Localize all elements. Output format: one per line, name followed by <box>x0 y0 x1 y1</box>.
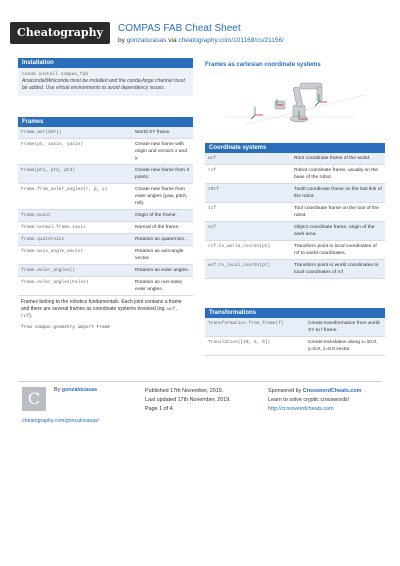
frames-table <box>18 127 193 296</box>
table-row <box>18 222 193 234</box>
sponsor-link[interactable]: http://crosswordcheats.com <box>268 406 334 412</box>
coordinate-systems-table <box>205 153 385 279</box>
table-row <box>18 127 193 139</box>
table-row <box>205 153 385 165</box>
row-description: Object coordinate frame, origin of the work area. <box>291 222 385 241</box>
frames-note-end: ). <box>29 313 33 319</box>
footer-divider <box>18 381 382 382</box>
sheet-link[interactable]: cheatography.com/101168/cs/21156/ <box>178 37 284 44</box>
table-row <box>205 241 385 260</box>
row-code: wcf.to_local_coords(pt) <box>205 260 291 279</box>
row-description: Tool0 coordinate frame on the last link of the robot. <box>291 184 385 203</box>
row-code: tcf <box>205 203 291 222</box>
table-row <box>205 184 385 203</box>
frames-note-text: Frames belong to the robotics fundamentals. Each joint contains a frame and there are several frames as coordinate systems involved (eg. <box>21 299 182 312</box>
coordinate-systems-section <box>205 143 385 279</box>
published-date: Published 17th November, 2019. <box>145 388 224 394</box>
row-description: Create new frame from euler angles (yaw, pitch, roll). <box>132 184 193 210</box>
frames-section <box>18 117 193 333</box>
page-number: Page 1 of 4. <box>145 406 175 412</box>
row-code: frame.axis_angle_vector <box>18 246 132 265</box>
table-row <box>205 165 385 184</box>
row-description: Create new frame with origin and vectors x and y. <box>132 139 193 165</box>
byline-via: via <box>168 37 177 44</box>
table-row <box>205 260 385 279</box>
frames-note <box>18 296 193 320</box>
installation-section <box>18 58 193 96</box>
row-description: Rotation as euler angles. <box>132 265 193 277</box>
install-note: Anaconda/Miniconda must be installed and the conda-forge channel must be added. Use virtual environments to avoid dependency issues. <box>22 78 185 91</box>
row-code: frame.point <box>18 210 132 222</box>
sponsor-line <box>268 387 361 396</box>
row-description: World XY frame. <box>132 127 193 139</box>
row-description: Normal of the frame. <box>132 222 193 234</box>
frames-heading: Frames <box>18 117 193 127</box>
row-description: Create translation along x=10.0, y=5.0, z=0.0 vector. <box>305 337 385 356</box>
table-row <box>18 184 193 210</box>
table-row <box>18 277 193 296</box>
author-link[interactable]: gonzalocasas <box>126 37 167 44</box>
publication-info <box>145 387 231 414</box>
row-description: Origin of the frame. <box>132 210 193 222</box>
author-avatar[interactable]: C <box>22 387 46 411</box>
row-description: Rotation as axis-angle vector. <box>132 246 193 265</box>
row-code: frame.euler_angles(False) <box>18 277 132 296</box>
row-code: wcf <box>205 153 291 165</box>
row-code: Frame.from_euler_angles(r, p, y) <box>18 184 132 210</box>
row-description: Rotation as quaternion. <box>132 234 193 246</box>
table-row <box>18 210 193 222</box>
row-description: Create new frame from 3 points. <box>132 165 193 184</box>
row-code: ocf <box>205 222 291 241</box>
row-description: Rotation as non-static euler angles. <box>132 277 193 296</box>
table-row <box>18 265 193 277</box>
page-title: COMPAS FAB Cheat Sheet <box>118 23 241 34</box>
byline <box>118 37 284 44</box>
footer-author <box>54 387 97 393</box>
row-description: Root coordinate frame of the world. <box>291 153 385 165</box>
row-code: Frame(pt, xaxis, yaxis) <box>18 139 132 165</box>
table-row <box>205 337 385 356</box>
transformations-table <box>205 318 385 356</box>
row-code: Translation([10, 5, 0]) <box>205 337 305 356</box>
row-code: frame.euler_angles() <box>18 265 132 277</box>
coordinate-systems-heading: Coordinate systems <box>205 143 385 153</box>
sponsor-name[interactable]: CrosswordCheats.com <box>302 388 362 394</box>
install-command: conda install compas_fab <box>22 72 89 77</box>
sponsor-tagline: Learn to solve cryptic crosswords! <box>268 397 350 403</box>
table-row <box>18 139 193 165</box>
footer-by: By <box>54 387 61 393</box>
row-description: Transform point in world coordinates to local coordinates of rcf <box>291 260 385 279</box>
row-code: frame.normal.frame.zaxis <box>18 222 132 234</box>
table-row <box>18 246 193 265</box>
updated-date: Last updated 17th November, 2019. <box>145 397 231 403</box>
footer-author-name[interactable]: gonzalocasas <box>61 387 98 393</box>
row-code: frame.quaternion <box>18 234 132 246</box>
row-code: rcf.to_world_coords(pt) <box>205 241 291 260</box>
transformations-section <box>205 308 385 356</box>
row-description: Robot coordinate frame, usually on the base of the robot. <box>291 165 385 184</box>
row-description: Create transformation from world XY to f frame. <box>305 318 385 337</box>
row-code: Frame(pt1, pt2, pt3) <box>18 165 132 184</box>
frames-note-code: wcf, rcf <box>21 307 178 319</box>
row-description: Tool coordinate frame on the tool of the robot. <box>291 203 385 222</box>
row-code: Transformation.from_frame(f) <box>205 318 305 337</box>
cheatography-logo[interactable]: Cheatography <box>10 22 110 44</box>
footer-author-link[interactable]: cheatography.com/gonzalocasas/ <box>22 418 99 424</box>
row-code: rcf <box>205 165 291 184</box>
cartesian-heading: Frames as cartesian coordinate systems <box>205 62 321 68</box>
sponsor-prefix: Sponsored by <box>268 388 302 394</box>
table-row <box>18 165 193 184</box>
table-row <box>205 203 385 222</box>
transformations-heading: Transformations <box>205 308 385 318</box>
row-description: Transform point in local coordinates of rcf to world coordinates. <box>291 241 385 260</box>
row-code: t0cf <box>205 184 291 203</box>
byline-by: by <box>118 37 125 44</box>
installation-heading: Installation <box>18 58 193 68</box>
table-row <box>205 222 385 241</box>
table-row <box>205 318 385 337</box>
table-row <box>18 234 193 246</box>
sponsor-info <box>268 387 361 414</box>
frames-import-line: from compas.geometry import Frame <box>21 325 111 330</box>
robot-frames-image <box>205 75 385 135</box>
row-code: Frame.worldXY() <box>18 127 132 139</box>
